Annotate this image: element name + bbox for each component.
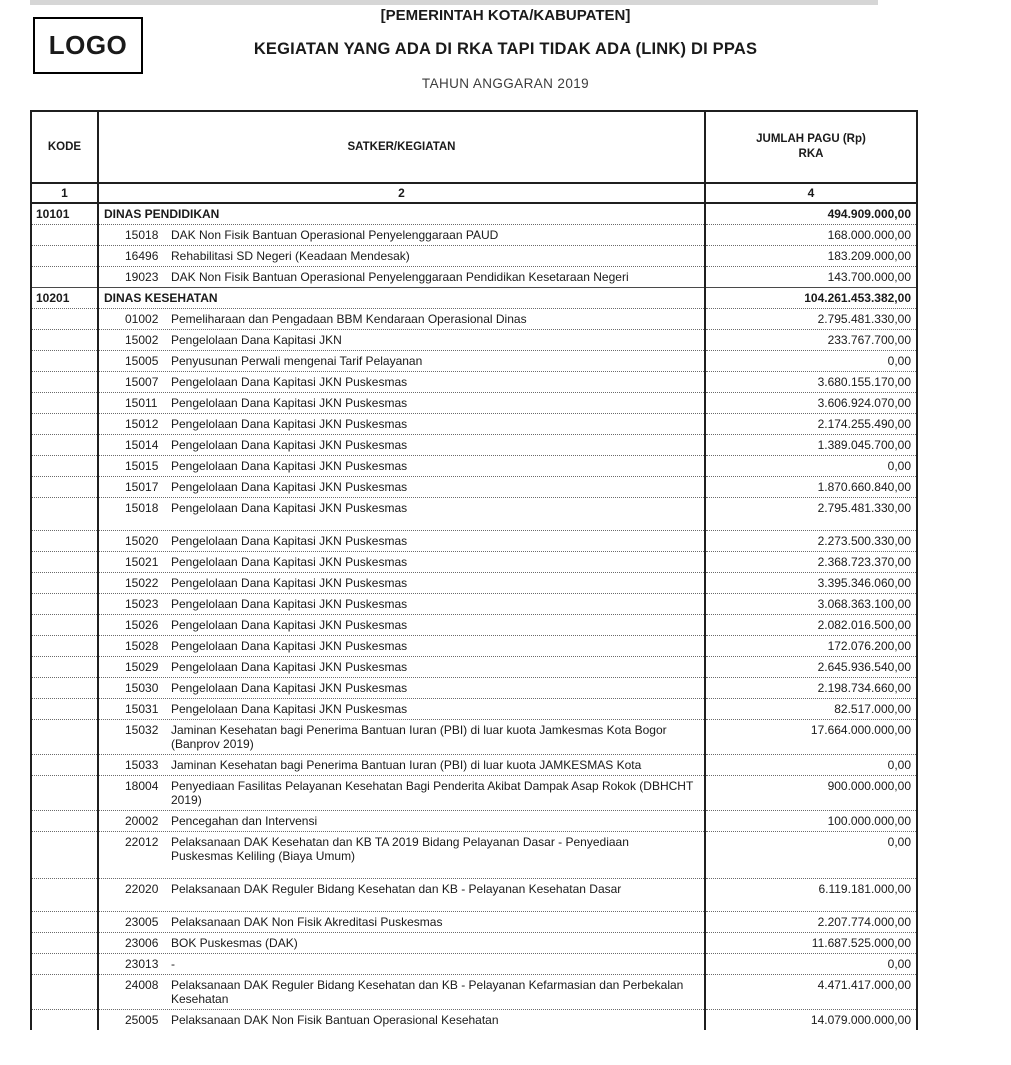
- activity-code: 15029: [125, 660, 159, 674]
- logo-placeholder: [33, 17, 143, 74]
- cell-jumlah-pagu: 2.795.481.330,00: [705, 309, 917, 330]
- column-header-jumlah-line1: JUMLAH PAGU (Rp): [756, 133, 866, 145]
- cell-jumlah-pagu: 2.368.723.370,00: [705, 552, 917, 573]
- column-number-1: 1: [31, 183, 98, 203]
- activity-code: 15031: [125, 702, 159, 716]
- table-row: [31, 351, 917, 372]
- cell-kode: [31, 832, 98, 879]
- activity-name: Pelaksanaan DAK Non Fisik Bantuan Operasional Kesehatan: [171, 1013, 499, 1027]
- cell-jumlah-pagu: 3.068.363.100,00: [705, 594, 917, 615]
- activity-name: Pelaksanaan DAK Non Fisik Akreditasi Puskesmas: [171, 915, 443, 929]
- activity-code: 20002: [125, 814, 159, 828]
- cell-jumlah-pagu: 172.076.200,00: [705, 636, 917, 657]
- activity-code: 15002: [125, 333, 159, 347]
- cell-satker-kegiatan: [98, 933, 705, 954]
- cell-jumlah-pagu: 17.664.000.000,00: [705, 720, 917, 755]
- cell-satker-kegiatan: [98, 699, 705, 720]
- budget-table-container: [30, 110, 916, 1030]
- cell-jumlah-pagu: 2.082.016.500,00: [705, 615, 917, 636]
- activity-name: Pencegahan dan Intervensi: [171, 814, 318, 828]
- activity-name: Pengelolaan Dana Kapitasi JKN Puskesmas: [171, 417, 408, 431]
- cell-kode: [31, 477, 98, 498]
- table-header-row: [31, 111, 917, 183]
- table-row: [31, 246, 917, 267]
- cell-satker-kegiatan: [98, 954, 705, 975]
- column-number-2: 2: [98, 183, 705, 203]
- cell-jumlah-pagu: 2.645.936.540,00: [705, 657, 917, 678]
- column-number-4: 4: [705, 183, 917, 203]
- table-row: [31, 954, 917, 975]
- activity-code: 15014: [125, 438, 159, 452]
- cell-jumlah-pagu: 0,00: [705, 954, 917, 975]
- activity-name: Penyusunan Perwali mengenai Tarif Pelayanan: [171, 354, 423, 368]
- activity-name: -: [171, 957, 175, 971]
- table-row: [31, 552, 917, 573]
- cell-kode: [31, 755, 98, 776]
- government-title: [PEMERINTAH KOTA/KABUPATEN]: [380, 7, 631, 24]
- activity-name: Pengelolaan Dana Kapitasi JKN Puskesmas: [171, 534, 408, 548]
- cell-jumlah-pagu: 1.870.660.840,00: [705, 477, 917, 498]
- activity-name: Pengelolaan Dana Kapitasi JKN Puskesmas: [171, 576, 408, 590]
- cell-satker-kegiatan: [98, 811, 705, 832]
- cell-kode: [31, 414, 98, 435]
- cell-kode: [31, 351, 98, 372]
- cell-satker-kegiatan: [98, 1010, 705, 1031]
- cell-satker-kegiatan: [98, 975, 705, 1010]
- table-row: [31, 699, 917, 720]
- activity-code: 15007: [125, 375, 159, 389]
- cell-kode: [31, 531, 98, 552]
- cell-satker-kegiatan: [98, 288, 705, 309]
- cell-kode: [31, 699, 98, 720]
- cell-jumlah-pagu: 82.517.000,00: [705, 699, 917, 720]
- cell-jumlah-pagu: 14.079.000.000,00: [705, 1010, 917, 1031]
- activity-code: 25005: [125, 1013, 159, 1027]
- cell-satker-kegiatan: [98, 755, 705, 776]
- activity-name: Penyediaan Fasilitas Pelayanan Kesehatan Bagi Penderita Akibat Dampak Asap Rokok (DBHCHT 2019): [171, 779, 694, 807]
- activity-name: Pengelolaan Dana Kapitasi JKN Puskesmas: [171, 660, 408, 674]
- activity-code: 22020: [125, 882, 159, 896]
- activity-name: Pengelolaan Dana Kapitasi JKN Puskesmas: [171, 375, 408, 389]
- activity-code: 15011: [125, 396, 158, 410]
- table-row: [31, 267, 917, 288]
- cell-kode: [31, 1010, 98, 1031]
- activity-code: 15018: [125, 501, 159, 515]
- cell-kode: [31, 393, 98, 414]
- table-row: [31, 975, 917, 1010]
- cell-kode: [31, 372, 98, 393]
- table-row: [31, 531, 917, 552]
- cell-kode: [31, 720, 98, 755]
- column-header-kode: KODE: [31, 111, 98, 183]
- cell-jumlah-pagu: 0,00: [705, 755, 917, 776]
- fiscal-year-subtitle: TAHUN ANGGARAN 2019: [421, 76, 590, 91]
- cell-satker-kegiatan: [98, 393, 705, 414]
- activity-name: Pengelolaan Dana Kapitasi JKN: [171, 333, 342, 347]
- cell-satker-kegiatan: [98, 657, 705, 678]
- table-row: [31, 498, 917, 531]
- activity-code: 15033: [125, 758, 159, 772]
- cell-satker-kegiatan: [98, 246, 705, 267]
- activity-code: 15020: [125, 534, 159, 548]
- cell-kode: 10101: [31, 203, 98, 225]
- cell-satker-kegiatan: [98, 309, 705, 330]
- table-row: [31, 414, 917, 435]
- activity-code: 15012: [125, 417, 159, 431]
- activity-name: Pelaksanaan DAK Reguler Bidang Kesehatan dan KB - Pelayanan Kefarmasian dan Perbekalan Kesehatan: [171, 978, 684, 1006]
- cell-satker-kegiatan: [98, 267, 705, 288]
- table-row: [31, 720, 917, 755]
- cell-satker-kegiatan: [98, 456, 705, 477]
- table-row: [31, 573, 917, 594]
- cell-kode: [31, 912, 98, 933]
- activity-code: 15021: [125, 555, 159, 569]
- section-name: DINAS PENDIDIKAN: [104, 207, 220, 221]
- cell-jumlah-pagu: 2.273.500.330,00: [705, 531, 917, 552]
- table-row: [31, 393, 917, 414]
- activity-name: Pengelolaan Dana Kapitasi JKN Puskesmas: [171, 555, 408, 569]
- table-row: [31, 225, 917, 246]
- cell-jumlah-pagu: 100.000.000,00: [705, 811, 917, 832]
- cell-kode: [31, 456, 98, 477]
- table-row: [31, 615, 917, 636]
- report-header: [0, 0, 1011, 91]
- cell-satker-kegiatan: [98, 594, 705, 615]
- activity-name: DAK Non Fisik Bantuan Operasional Penyelenggaraan PAUD: [171, 228, 499, 242]
- cell-satker-kegiatan: [98, 372, 705, 393]
- activity-code: 24008: [125, 978, 159, 992]
- activity-code: 15032: [125, 723, 159, 737]
- section-row: [31, 203, 917, 225]
- table-row: [31, 776, 917, 811]
- activity-name: Pengelolaan Dana Kapitasi JKN Puskesmas: [171, 438, 408, 452]
- cell-satker-kegiatan: [98, 477, 705, 498]
- cell-satker-kegiatan: [98, 531, 705, 552]
- table-row: [31, 435, 917, 456]
- table-row: [31, 594, 917, 615]
- table-row: [31, 372, 917, 393]
- cell-kode: [31, 975, 98, 1010]
- cell-kode: [31, 657, 98, 678]
- cell-satker-kegiatan: [98, 498, 705, 531]
- table-row: [31, 811, 917, 832]
- cell-satker-kegiatan: [98, 678, 705, 699]
- logo-text: LOGO: [48, 30, 128, 60]
- activity-name: Pengelolaan Dana Kapitasi JKN Puskesmas: [171, 396, 408, 410]
- cell-kode: [31, 615, 98, 636]
- cell-kode: [31, 954, 98, 975]
- cell-kode: [31, 678, 98, 699]
- activity-name: Jaminan Kesehatan bagi Penerima Bantuan Iuran (PBI) di luar kuota Jamkesmas Kota Bogor (Banprov 2019): [171, 723, 667, 751]
- table-row: [31, 755, 917, 776]
- activity-code: 22012: [125, 835, 159, 849]
- activity-code: 15023: [125, 597, 159, 611]
- activity-name: Pengelolaan Dana Kapitasi JKN Puskesmas: [171, 480, 408, 494]
- activity-name: Pemeliharaan dan Pengadaan BBM Kendaraan Operasional Dinas: [171, 312, 527, 326]
- column-number-row: [31, 183, 917, 203]
- activity-code: 15026: [125, 618, 159, 632]
- cell-kode: 10201: [31, 288, 98, 309]
- cell-jumlah-pagu: 6.119.181.000,00: [705, 879, 917, 912]
- table-row: [31, 330, 917, 351]
- cell-jumlah-pagu: 1.389.045.700,00: [705, 435, 917, 456]
- table-body: [31, 203, 917, 1030]
- column-header-satker: SATKER/KEGIATAN: [98, 111, 705, 183]
- cell-satker-kegiatan: [98, 330, 705, 351]
- cell-satker-kegiatan: [98, 435, 705, 456]
- activity-code: 01002: [125, 312, 159, 326]
- cell-kode: [31, 330, 98, 351]
- cell-jumlah-pagu: 0,00: [705, 456, 917, 477]
- activity-name: BOK Puskesmas (DAK): [171, 936, 298, 950]
- cell-satker-kegiatan: [98, 832, 705, 879]
- cell-kode: [31, 309, 98, 330]
- table-row: [31, 933, 917, 954]
- cell-jumlah-pagu: 183.209.000,00: [705, 246, 917, 267]
- cell-kode: [31, 573, 98, 594]
- table-row: [31, 879, 917, 912]
- activity-code: 23006: [125, 936, 159, 950]
- table-row: [31, 636, 917, 657]
- cell-jumlah-pagu: 168.000.000,00: [705, 225, 917, 246]
- table-row: [31, 309, 917, 330]
- table-row: [31, 477, 917, 498]
- section-name: DINAS KESEHATAN: [104, 291, 218, 305]
- table-row: [31, 832, 917, 879]
- cell-kode: [31, 776, 98, 811]
- cell-jumlah-pagu: 0,00: [705, 351, 917, 372]
- cell-jumlah-pagu: 2.207.774.000,00: [705, 912, 917, 933]
- cell-satker-kegiatan: [98, 573, 705, 594]
- cell-jumlah-pagu: 494.909.000,00: [705, 203, 917, 225]
- activity-code: 15028: [125, 639, 159, 653]
- cell-kode: [31, 933, 98, 954]
- cell-jumlah-pagu: 2.174.255.490,00: [705, 414, 917, 435]
- cell-kode: [31, 246, 98, 267]
- cell-jumlah-pagu: 3.395.346.060,00: [705, 573, 917, 594]
- section-row: [31, 288, 917, 309]
- cell-kode: [31, 636, 98, 657]
- table-row: [31, 1010, 917, 1031]
- cell-jumlah-pagu: 3.606.924.070,00: [705, 393, 917, 414]
- cell-satker-kegiatan: [98, 720, 705, 755]
- activity-name: Pengelolaan Dana Kapitasi JKN Puskesmas: [171, 618, 408, 632]
- cell-satker-kegiatan: [98, 203, 705, 225]
- activity-code: 15017: [125, 480, 159, 494]
- cell-kode: [31, 435, 98, 456]
- cell-satker-kegiatan: [98, 414, 705, 435]
- budget-table: [30, 110, 918, 1030]
- cell-jumlah-pagu: 104.261.453.382,00: [705, 288, 917, 309]
- table-row: [31, 912, 917, 933]
- table-row: [31, 678, 917, 699]
- activity-code: 15015: [125, 459, 159, 473]
- activity-name: Pelaksanaan DAK Kesehatan dan KB TA 2019 Bidang Pelayanan Dasar - Penyediaan Puskesmas Keliling (Biaya Umum): [171, 835, 629, 863]
- cell-jumlah-pagu: 4.471.417.000,00: [705, 975, 917, 1010]
- cell-jumlah-pagu: 11.687.525.000,00: [705, 933, 917, 954]
- cell-kode: [31, 498, 98, 531]
- cell-satker-kegiatan: [98, 776, 705, 811]
- activity-code: 18004: [125, 779, 159, 793]
- activity-name: Pengelolaan Dana Kapitasi JKN Puskesmas: [171, 639, 408, 653]
- cell-satker-kegiatan: [98, 615, 705, 636]
- cell-jumlah-pagu: 143.700.000,00: [705, 267, 917, 288]
- report-title: KEGIATAN YANG ADA DI RKA TAPI TIDAK ADA (LINK) DI PPAS: [253, 40, 758, 58]
- cell-jumlah-pagu: 2.198.734.660,00: [705, 678, 917, 699]
- cell-jumlah-pagu: 233.767.700,00: [705, 330, 917, 351]
- cell-kode: [31, 811, 98, 832]
- table-row: [31, 456, 917, 477]
- cell-kode: [31, 225, 98, 246]
- activity-code: 15005: [125, 354, 159, 368]
- activity-code: 16496: [125, 249, 159, 263]
- table-row: [31, 657, 917, 678]
- activity-code: 23013: [125, 957, 159, 971]
- activity-code: 15018: [125, 228, 159, 242]
- cell-jumlah-pagu: 2.795.481.330,00: [705, 498, 917, 531]
- activity-name: DAK Non Fisik Bantuan Operasional Penyelenggaraan Pendidikan Kesetaraan Negeri: [171, 270, 629, 284]
- activity-name: Pengelolaan Dana Kapitasi JKN Puskesmas: [171, 459, 408, 473]
- cell-satker-kegiatan: [98, 636, 705, 657]
- activity-code: 19023: [125, 270, 159, 284]
- activity-name: Pengelolaan Dana Kapitasi JKN Puskesmas: [171, 501, 408, 515]
- activity-name: Rehabilitasi SD Negeri (Keadaan Mendesak): [171, 249, 410, 263]
- cell-kode: [31, 594, 98, 615]
- cell-satker-kegiatan: [98, 552, 705, 573]
- activity-name: Pengelolaan Dana Kapitasi JKN Puskesmas: [171, 681, 408, 695]
- cell-kode: [31, 267, 98, 288]
- cell-jumlah-pagu: 0,00: [705, 832, 917, 879]
- cell-jumlah-pagu: 900.000.000,00: [705, 776, 917, 811]
- activity-name: Pengelolaan Dana Kapitasi JKN Puskesmas: [171, 702, 408, 716]
- activity-name: Jaminan Kesehatan bagi Penerima Bantuan Iuran (PBI) di luar kuota JAMKESMAS Kota: [171, 758, 642, 772]
- cell-jumlah-pagu: 3.680.155.170,00: [705, 372, 917, 393]
- activity-name: Pelaksanaan DAK Reguler Bidang Kesehatan dan KB - Pelayanan Kesehatan Dasar: [171, 882, 622, 896]
- cell-satker-kegiatan: [98, 912, 705, 933]
- activity-code: 15030: [125, 681, 159, 695]
- activity-code: 23005: [125, 915, 159, 929]
- cell-kode: [31, 879, 98, 912]
- cell-satker-kegiatan: [98, 225, 705, 246]
- cell-satker-kegiatan: [98, 879, 705, 912]
- activity-code: 15022: [125, 576, 159, 590]
- cell-kode: [31, 552, 98, 573]
- cell-satker-kegiatan: [98, 351, 705, 372]
- activity-name: Pengelolaan Dana Kapitasi JKN Puskesmas: [171, 597, 408, 611]
- column-header-jumlah: [705, 111, 917, 183]
- column-header-jumlah-line2: RKA: [798, 148, 824, 160]
